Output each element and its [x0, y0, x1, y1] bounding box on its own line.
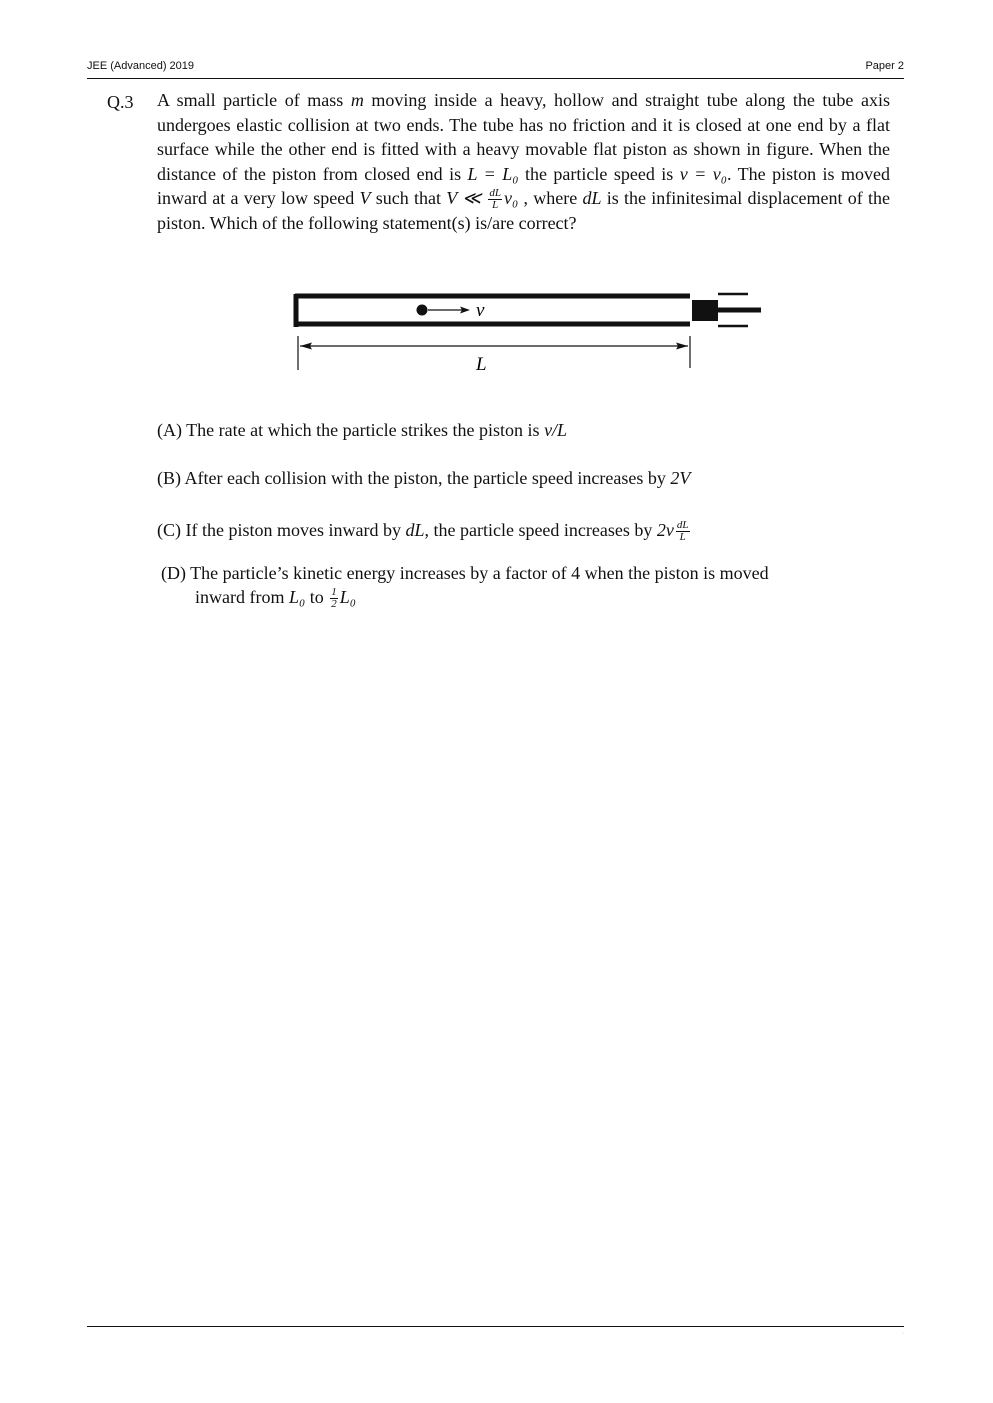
velocity-label: v — [476, 300, 485, 321]
q-text-part: . The piston is moved inward at a very low speed — [157, 163, 890, 208]
option-a-text: (A) The rate at which the particle strikes the piston is — [157, 420, 545, 440]
page-header — [87, 58, 904, 79]
particle — [417, 305, 428, 316]
math-v-much-less: V ≪ — [446, 188, 482, 208]
option-d-fraction-half — [330, 587, 338, 610]
q-text-part: is the infinitesimal displacement of the piston. Which of the following statement(s) is/are correct? — [157, 188, 890, 234]
tube-piston-figure — [290, 288, 770, 378]
option-c-fraction — [676, 520, 690, 543]
option-d-text-cont: inward from — [195, 587, 289, 607]
math-V: V — [359, 188, 371, 208]
option-c-math-2v: 2v — [656, 520, 674, 540]
frac-num: dL — [489, 187, 501, 200]
q-text-part: A small particle of mass — [157, 90, 351, 110]
q-text-part: , where — [518, 188, 583, 208]
frac-den: 2 — [331, 598, 337, 611]
piston-head — [692, 300, 718, 321]
frac-den: L — [492, 199, 499, 212]
frac-den: L — [679, 531, 686, 544]
option-d[interactable] — [161, 561, 890, 610]
option-b-text: (B) After each collision with the piston, the particle speed increases by — [157, 468, 671, 488]
option-c-math-dl: dL — [405, 520, 425, 540]
math-v-eq-v0: v = v₀ — [679, 163, 728, 184]
option-d-text: (D) The particle’s kinetic energy increases by a factor of 4 when the piston is moved — [161, 563, 769, 583]
question-number: Q.3 — [107, 92, 134, 112]
q-text-part: such that — [370, 188, 447, 208]
option-d-math-l0-second: L₀ — [339, 587, 357, 607]
option-c-text: (C) If the piston moves inward by — [157, 520, 406, 540]
exam-title: JEE (Advanced) 2019 — [87, 60, 195, 72]
option-c-text-mid: , the particle speed increases by — [424, 520, 657, 540]
q-text-part: the particle speed is — [518, 163, 680, 184]
paper-label: Paper 2 — [865, 60, 904, 72]
option-b[interactable] — [157, 466, 690, 490]
page-footer-rule — [87, 1326, 904, 1337]
option-d-math-l0: L₀ — [288, 587, 306, 607]
frac-num: dL — [676, 519, 689, 532]
option-a[interactable] — [157, 418, 567, 442]
math-v0: v₀ — [503, 188, 519, 208]
option-b-math: 2V — [670, 468, 691, 488]
math-l-eq-l0: L = L₀ — [467, 163, 519, 184]
fraction-dl-over-l — [488, 188, 502, 211]
math-dl: dL — [582, 188, 602, 208]
q-text-part: moving inside a heavy, hollow and straight tube along the tube axis undergoes elastic collision at two ends. The tube has no friction and it is closed at one end by a flat surface while the other end is fitted with a heavy movable flat piston as shown in figure. When the distance of the piston from closed end is — [157, 90, 890, 184]
footer-mark: · — [902, 1331, 904, 1337]
question-text — [157, 88, 890, 236]
option-c[interactable] — [157, 518, 692, 543]
frac-num: 1 — [331, 586, 337, 599]
option-d-text-to: to — [305, 587, 329, 607]
option-d-continuation — [161, 585, 890, 610]
option-a-math: v/L — [544, 420, 568, 440]
math-m: m — [350, 90, 364, 110]
length-label: L — [476, 354, 487, 375]
